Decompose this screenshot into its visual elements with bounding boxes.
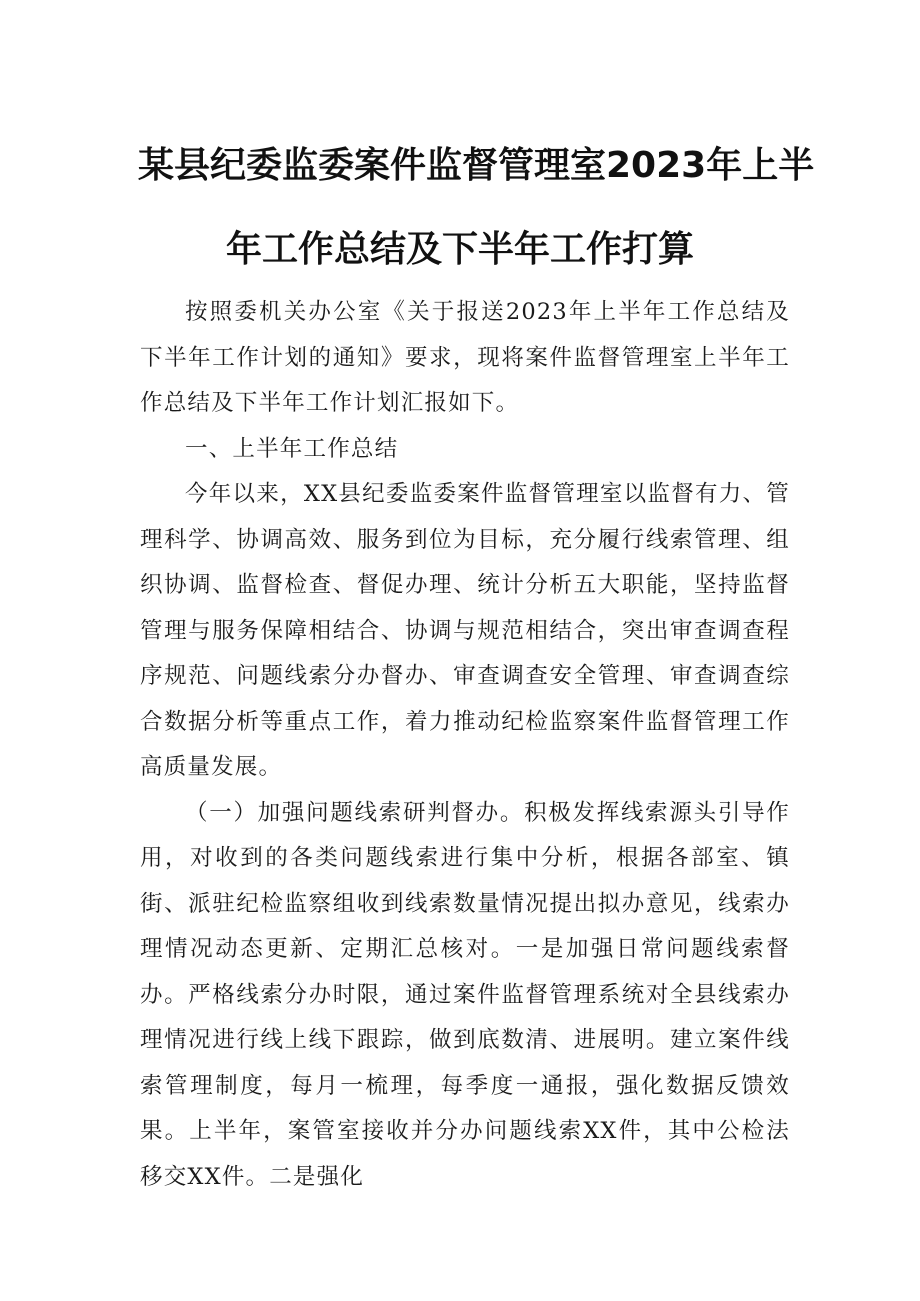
intro-paragraph: 按照委机关办公室《关于报送2023年上半年工作总结及下半年工作计划的通知》要求，现将案件监督管理室上半年工作总结及下半年工作计划汇报如下。 (140, 299, 790, 416)
title-line-2: 年工作总结及下半年工作打算 (225, 229, 694, 270)
summary-paragraph: 今年以来，XX县纪委监委案件监督管理室以监督有力、管理科学、协调高效、服务到位为目标，充分履行线索管理、组织协调、监督检查、督促办理、统计分析五大职能，坚持监督管理与服务保障相结合、协调与规范相结合，突出审查调查程序规范、问题线索分办督办、审查调查安全管理、审查调查综合数据分析等重点工作，着力推动纪检监察案件监督管理工作高质量发展。 (140, 481, 790, 780)
document-body (140, 290, 790, 1200)
document-title (120, 130, 815, 286)
section-heading: 一、上半年工作总结 (185, 435, 399, 462)
clue-supervision-paragraph: （一）加强问题线索研判督办。积极发挥线索源头引导作用，对收到的各类问题线索进行集中分析，根据各部室、镇街、派驻纪检监察组收到线索数量情况提出拟办意见，线索办理情况动态更新、定期汇总核对。一是加强日常问题线索督办。严格线索分办时限，通过案件监督管理系统对全县线索办理情况进行线上线下跟踪，做到底数清、进展明。建立案件线索管理制度，每月一梳理，每季度一通报，强化数据反馈效果。上半年，案管室接收并分办问题线索XX件，其中公检法移交XX件。二是强化 (140, 799, 790, 1190)
title-line-1: 某县纪委监委案件监督管理室2023年上半 (138, 145, 815, 186)
